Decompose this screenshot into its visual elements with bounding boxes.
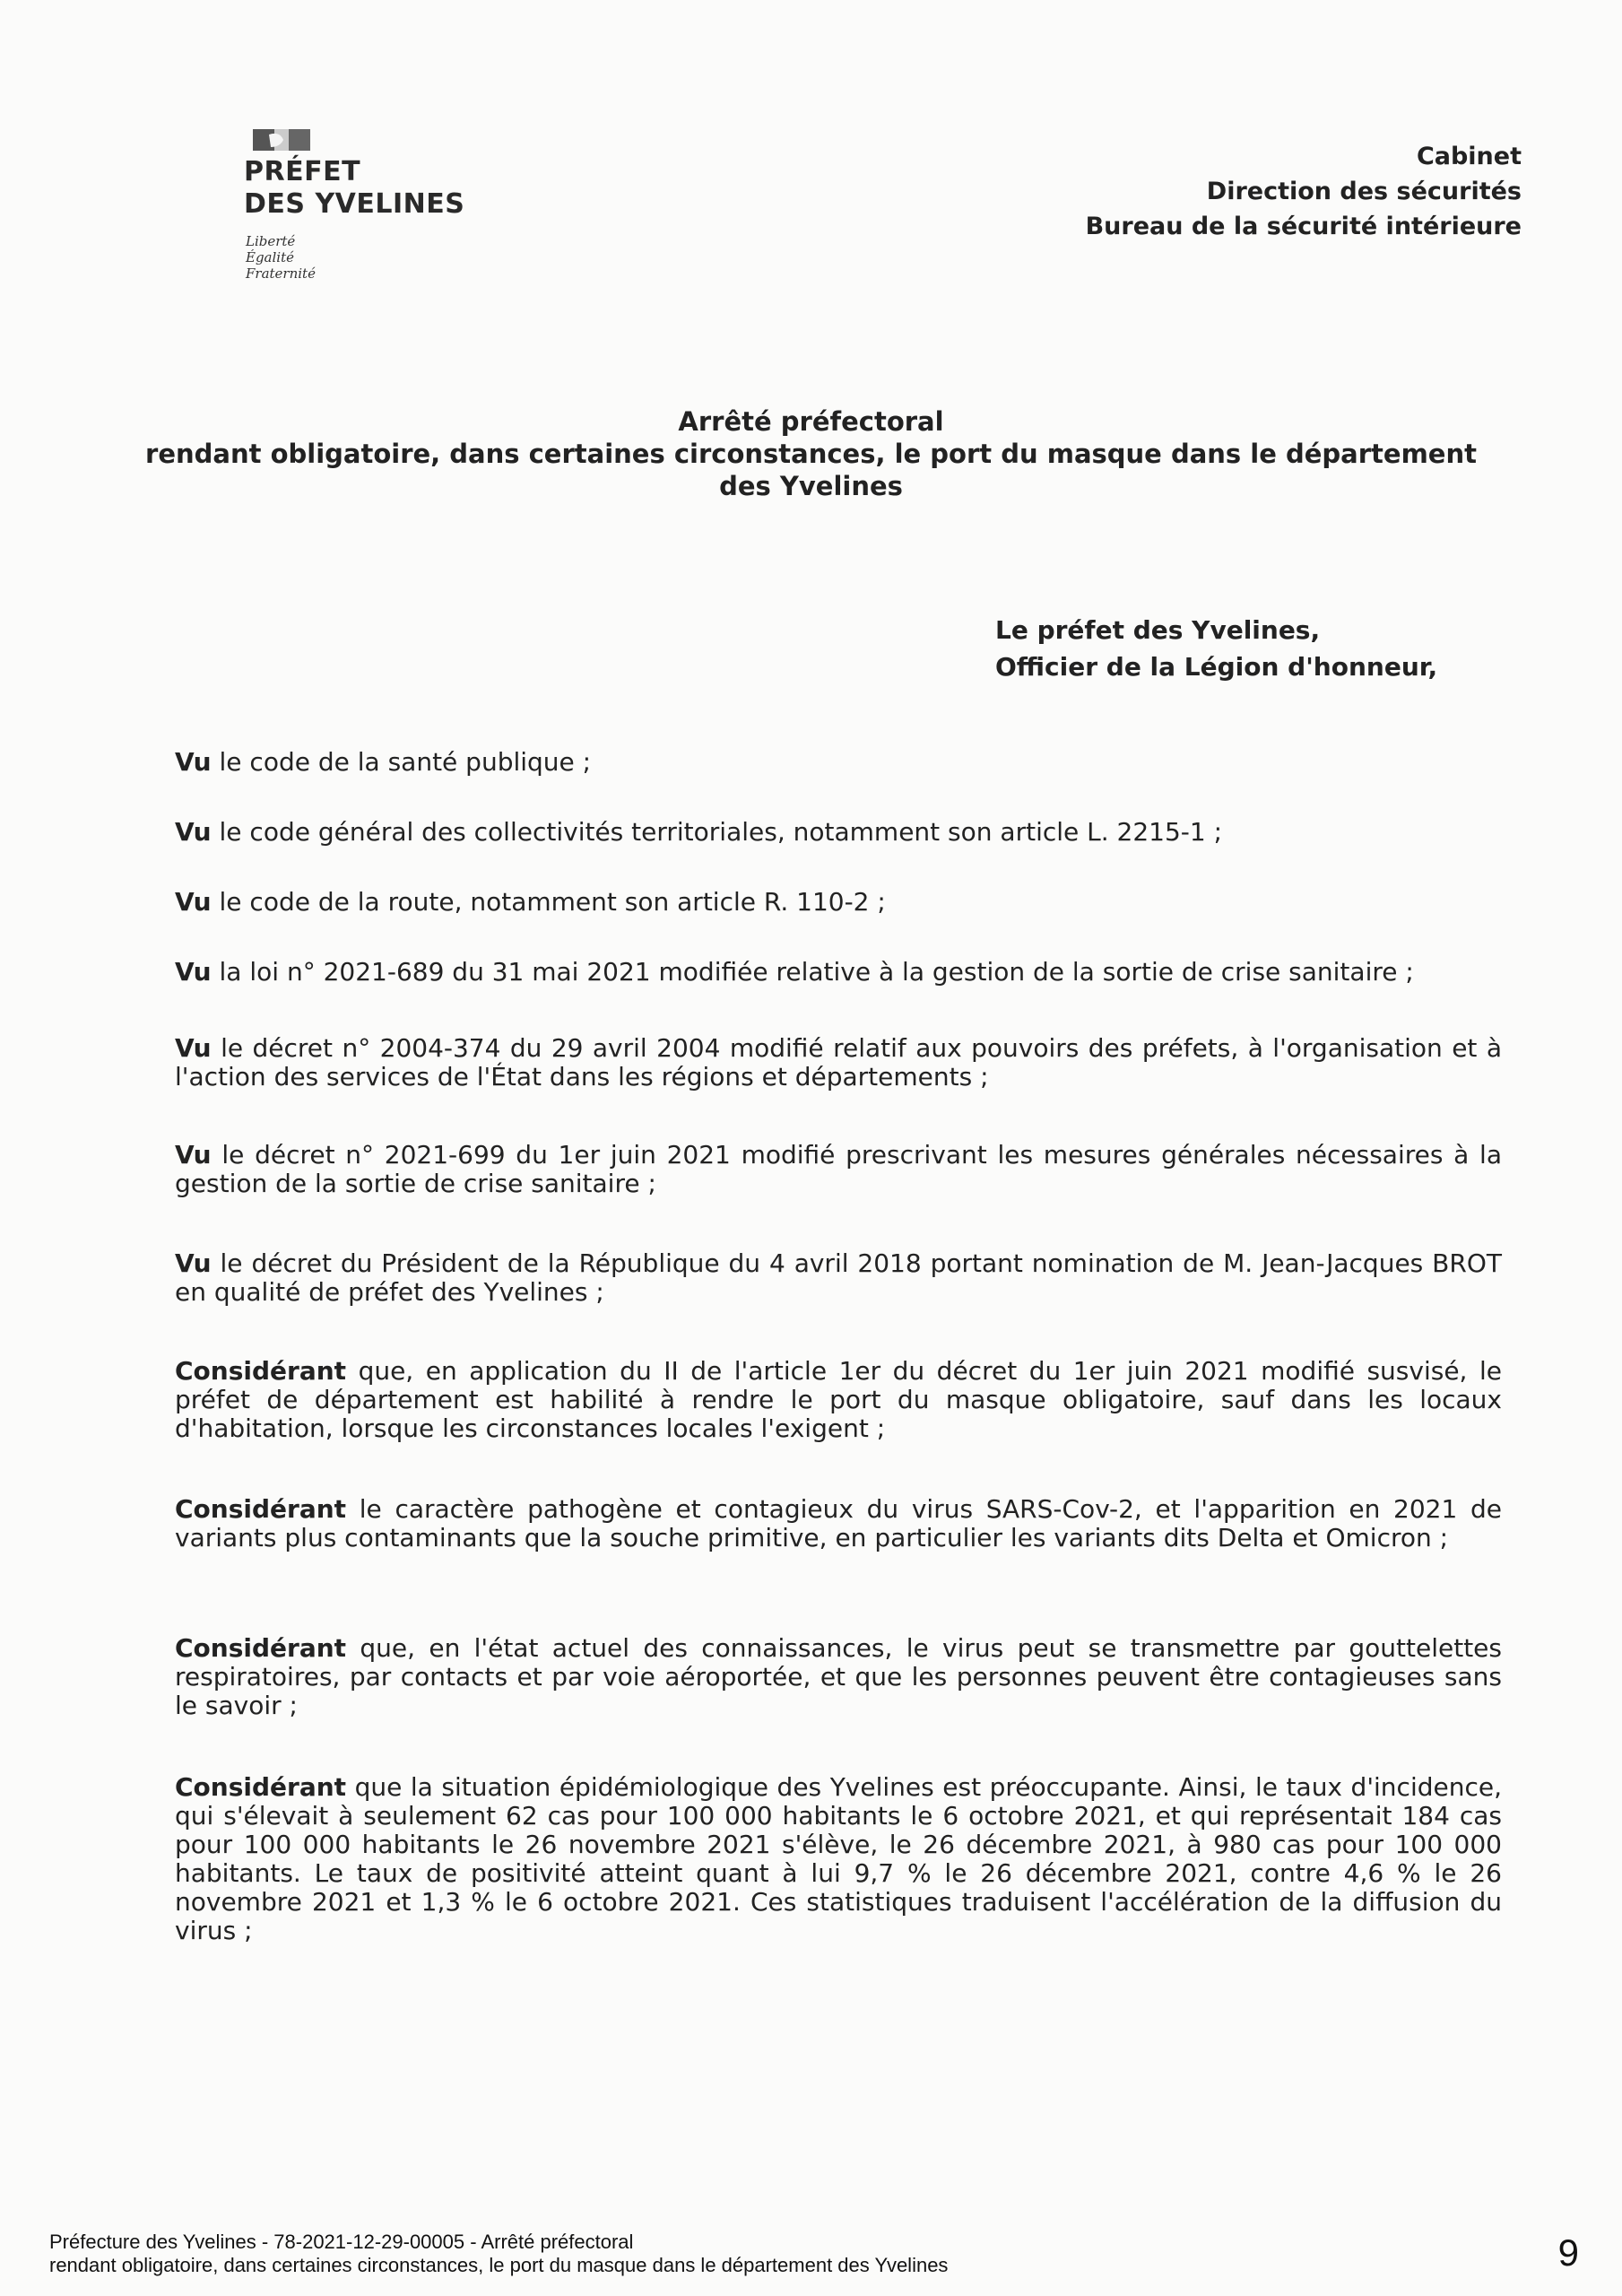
paragraph-text: le décret du Président de la République du 4 avril 2018 portant nomination de M. Jean-Jacques BROT en qualité de préfet des Yvelines ;: [175, 1248, 1502, 1307]
page-footer: [49, 2231, 948, 2277]
paragraph-text: le code de la route, notamment son article R. 110-2 ;: [219, 887, 886, 917]
footer-line-1: Préfecture des Yvelines - 78-2021-12-29-00005 - Arrêté préfectoral: [49, 2231, 634, 2253]
motto-egalite: Égalité: [246, 249, 294, 265]
paragraph-vu-5: [175, 1034, 1502, 1091]
logo-title-line1: PRÉFET: [244, 156, 361, 187]
paragraph-lead: Vu: [175, 747, 212, 777]
paragraph-lead: Considérant: [175, 1356, 347, 1386]
paragraph-text: le décret n° 2004-374 du 29 avril 2004 modifié relatif aux pouvoirs des préfets, à l'organisation et à l'action des services de l'État dans les régions et départements ;: [175, 1033, 1503, 1091]
paragraph-text: la loi n° 2021-689 du 31 mai 2021 modifiée relative à la gestion de la sortie de crise sanitaire ;: [219, 957, 1414, 987]
footer-line-2: rendant obligatoire, dans certaines circonstances, le port du masque dans le département des Yvelines: [49, 2254, 949, 2276]
document-title: [0, 405, 1622, 502]
paragraph-lead: Vu: [175, 1140, 212, 1170]
paragraph-lead: Vu: [175, 887, 212, 917]
paragraph-lead: Vu: [175, 1033, 212, 1063]
paragraph-vu-1: [175, 748, 1502, 777]
paragraph-text: que la situation épidémiologique des Yvelines est préoccupante. Ainsi, le taux d'incidence, qui s'élevait à seulement 62 cas pour 100 000 habitants le 6 octobre 2021, et qui représentait 184 cas pour 100 000 habitants le 26 novembre 2021 s'élève, le 26 décembre 2021, à 980 cas pour 100 000 habitants. Le taux de positivité atteint quant à lui 9,7 % le 26 décembre 2021, contre 4,6 % le 26 novembre 2021 et 1,3 % le 6 octobre 2021. Ces statistiques traduisent l'accélération de la diffusion du virus ;: [175, 1772, 1502, 1945]
motto-liberte: Liberté: [246, 233, 296, 249]
republic-motto: [246, 233, 316, 282]
marianne-logo-icon: [253, 127, 325, 152]
logo-title-line2: DES YVELINES: [244, 188, 465, 220]
paragraph-vu-3: [175, 888, 1502, 917]
title-line-3: des Yvelines: [719, 471, 903, 501]
title-line-2: rendant obligatoire, dans certaines circonstances, le port du masque dans le département: [145, 439, 1477, 469]
logo-title: [244, 156, 464, 221]
service-direction: Direction des sécurités: [1206, 178, 1522, 205]
paragraph-lead: Vu: [175, 957, 212, 987]
paragraph-text: le code de la santé publique ;: [219, 747, 592, 777]
paragraph-vu-6: [175, 1141, 1502, 1198]
paragraph-text: le code général des collectivités territoriales, notamment son article L. 2215-1 ;: [219, 817, 1223, 847]
prefet-line-2: Officier de la Légion d'honneur,: [995, 652, 1438, 682]
motto-fraternite: Fraternité: [246, 265, 316, 282]
paragraph-lead: Considérant: [175, 1633, 347, 1663]
paragraph-lead: Vu: [175, 817, 212, 847]
paragraph-text: que, en application du II de l'article 1er du décret du 1er juin 2021 modifié susvisé, le préfet de département est habilité à rendre le port du masque obligatoire, sauf dans les locaux d'habitation, lorsque les circonstances locales l'exigent ;: [175, 1356, 1502, 1443]
prefet-signature-heading: [995, 612, 1437, 685]
paragraph-vu-4: [175, 958, 1502, 987]
paragraph-text: le caractère pathogène et contagieux du virus SARS-Cov-2, et l'apparition en 2021 de variants plus contaminants que la souche primitive, en particulier les variants dits Delta et Omicron ;: [175, 1494, 1502, 1552]
service-block: [1086, 139, 1522, 244]
prefet-line-1: Le préfet des Yvelines,: [995, 615, 1321, 645]
paragraph-text: que, en l'état actuel des connaissances, le virus peut se transmettre par gouttelettes respiratoires, par contacts et par voie aéroportée, et que les personnes peuvent être contagieuses sans le savoir ;: [175, 1633, 1502, 1720]
title-line-1: Arrêté préfectoral: [678, 406, 944, 437]
paragraph-lead: Considérant: [175, 1494, 347, 1524]
page-number: 9: [1557, 2231, 1579, 2274]
service-cabinet: Cabinet: [1416, 143, 1522, 170]
paragraph-vu-7: [175, 1249, 1502, 1307]
paragraph-lead: Considérant: [175, 1772, 347, 1802]
paragraph-lead: Vu: [175, 1248, 212, 1278]
paragraph-vu-2: [175, 818, 1502, 847]
paragraph-considerant-1: [175, 1357, 1502, 1443]
paragraph-considerant-3: [175, 1634, 1502, 1720]
paragraph-text: le décret n° 2021-699 du 1er juin 2021 modifié prescrivant les mesures générales nécessaires à la gestion de la sortie de crise sanitaire ;: [175, 1140, 1502, 1198]
service-bureau: Bureau de la sécurité intérieure: [1085, 213, 1522, 240]
paragraph-considerant-2: [175, 1495, 1502, 1552]
paragraph-considerant-4: [175, 1773, 1502, 1945]
